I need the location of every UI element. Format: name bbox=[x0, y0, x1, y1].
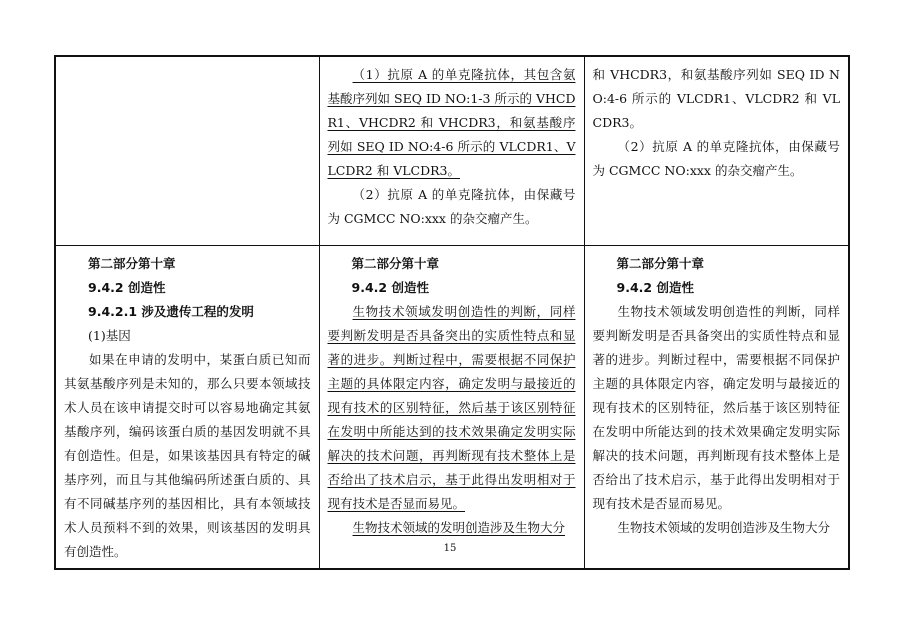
body-paragraph: 生物技术领域发明创造性的判断，同样要判断发明是否具备突出的实质性特点和显著的进步。判断过程中，需要根据不同保护主题的具体限定内容，确定发明与最接近的现有技术的区别特征，然后基于该区别特征在发明中所能达到的技术效果确定发明实际解决的技术问题，再判断现有技术整体上是否给出了技术启示，基于此得出发明相对于现有技术是否显而易见。 bbox=[592, 304, 840, 511]
chapter-heading: 第二部分第十章 bbox=[88, 256, 176, 271]
item-heading: (1)基因 bbox=[88, 328, 131, 343]
cell-revision-top bbox=[319, 56, 584, 246]
page-number: 15 bbox=[443, 543, 457, 554]
body-paragraph-2: 生物技术领域的发明创造涉及生物大分 bbox=[352, 520, 566, 535]
claim-2-text: （2）抗原 A 的单克隆抗体，由保藏号为 CGMCC NO:xxx 的杂交瘤产生。 bbox=[327, 187, 576, 226]
claim-2-text: （2）抗原 A 的单克隆抗体，由保藏号为 CGMCC NO:xxx 的杂交瘤产生。 bbox=[592, 139, 840, 178]
cell-revision-bottom bbox=[319, 246, 584, 570]
cell-original-top bbox=[55, 56, 319, 246]
cell-clean-bottom bbox=[584, 246, 849, 570]
cell-original-bottom bbox=[55, 246, 319, 570]
subsection-heading: 9.4.2.1 涉及遗传工程的发明 bbox=[88, 304, 254, 319]
section-heading: 9.4.2 创造性 bbox=[88, 280, 166, 295]
claim-1-text: （1）抗原 A 的单克隆抗体，其包含氨基酸序列如 SEQ ID NO:1-3 所示的 VHCDR1、VHCDR2 和 VHCDR3，和氨基酸序列如 SEQ ID NO:4-6 所示的 VLCDR1、VLCDR2 和 VLCDR3。 bbox=[327, 67, 576, 178]
section-heading: 9.4.2 创造性 bbox=[351, 280, 429, 295]
table-row bbox=[55, 56, 849, 246]
body-paragraph: 生物技术领域发明创造性的判断，同样要判断发明是否具备突出的实质性特点和显著的进步。判断过程中，需要根据不同保护主题的具体限定内容，确定发明与最接近的现有技术的区别特征，然后基于该区别特征在发明中所能达到的技术效果确定发明实际解决的技术问题，再判断现有技术整体上是否给出了技术启示，基于此得出发明相对于现有技术是否显而易见。 bbox=[327, 304, 576, 511]
body-paragraph: 如果在申请的发明中，某蛋白质已知而其氨基酸序列是未知的，那么只要本领域技术人员在该申请提交时可以容易地确定其氨基酸序列，编码该蛋白质的基因发明就不具有创造性。但是，如果该基因具有特定的碱基序列，而且与其他编码所述蛋白质的、具有不同碱基序列的基因相比，具有本领域技术人员预料不到的效果，则该基因的发明具有创造性。 bbox=[64, 352, 311, 559]
cell-clean-top bbox=[584, 56, 849, 246]
section-heading: 9.4.2 创造性 bbox=[616, 280, 694, 295]
chapter-heading: 第二部分第十章 bbox=[616, 256, 705, 271]
body-paragraph-2: 生物技术领域的发明创造涉及生物大分 bbox=[617, 520, 831, 535]
chapter-heading: 第二部分第十章 bbox=[351, 256, 440, 271]
claim-1-continued-text: 和 VHCDR3，和氨基酸序列如 SEQ ID NO:4-6 所示的 VLCDR1、VLCDR2 和 VLCDR3。 bbox=[592, 67, 840, 130]
comparison-table bbox=[54, 55, 850, 570]
table-row bbox=[55, 246, 849, 570]
